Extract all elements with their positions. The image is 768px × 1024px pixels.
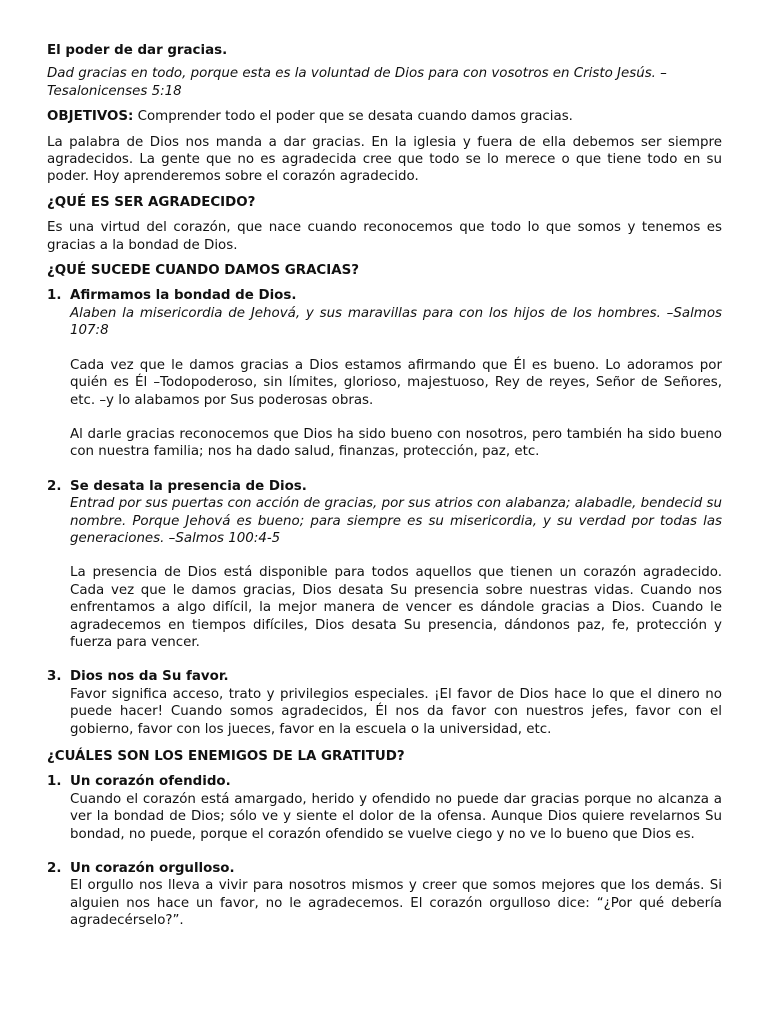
section-heading-sucede: ¿QUÉ SUCEDE CUANDO DAMOS GRACIAS? bbox=[47, 263, 360, 279]
key-verse: Dad gracias en todo, porque esta es la voluntad de Dios para con vosotros en Cristo Jesús. –Tesalonicenses 5:18 bbox=[47, 66, 667, 99]
list-item-title: Un corazón ofendido. bbox=[70, 774, 231, 790]
list-number: 2. bbox=[47, 861, 62, 877]
list-item-title: Un corazón orgulloso. bbox=[70, 861, 235, 877]
list-number: 1. bbox=[47, 774, 62, 790]
list-number: 3. bbox=[47, 669, 62, 685]
list-item-verse: Alaben la misericordia de Jehová, y sus maravillas para con los hijos de los hombres. –Salmos 107:8 bbox=[70, 305, 722, 339]
list-item-title: Dios nos da Su favor. bbox=[70, 669, 229, 685]
document-title: El poder de dar gracias. bbox=[47, 43, 228, 58]
objectives bbox=[47, 108, 722, 125]
list-number: 2. bbox=[47, 478, 62, 494]
list-item-paragraph: Favor significa acceso, trato y privilegios especiales. ¡El favor de Dios hace lo que el dinero no puede hacer! Cuando somos agradecidos, Él nos da favor con nuestros jefes, favor con el gobierno, favor con los jueces, favor en la escuela o la universidad, etc. bbox=[70, 686, 722, 737]
list-item-title: Afirmamos la bondad de Dios. bbox=[70, 288, 297, 304]
list-item bbox=[47, 860, 722, 930]
list-item-title: Se desata la presencia de Dios. bbox=[70, 478, 307, 494]
objectives-text: Comprender todo el poder que se desata cuando damos gracias. bbox=[133, 109, 573, 125]
list-item bbox=[47, 773, 722, 843]
section-text-agradecido: Es una virtud del corazón, que nace cuando reconocemos que todo lo que somos y tenemos es gracias a la bondad de Dios. bbox=[47, 220, 722, 253]
list-item bbox=[47, 478, 722, 652]
list-item bbox=[47, 668, 722, 738]
document-page bbox=[47, 42, 722, 940]
list-item-paragraph: Cada vez que le damos gracias a Dios estamos afirmando que Él es bueno. Lo adoramos por quién es Él –Todopoderoso, sin límites, glorioso, majestuoso, Rey de reyes, Señor de Señores, etc. –y lo alabamos por Sus poderosas obras. bbox=[70, 357, 722, 408]
list-item bbox=[47, 287, 722, 460]
list-item-paragraph: Al darle gracias reconocemos que Dios ha sido bueno con nosotros, pero también ha sido bueno con nuestra familia; nos ha dado salud, finanzas, protección, paz, etc. bbox=[70, 426, 722, 460]
section-heading-agradecido: ¿QUÉ ES SER AGRADECIDO? bbox=[47, 194, 256, 210]
list-item-paragraph: El orgullo nos lleva a vivir para nosotros mismos y creer que somos mejores que los demás. Si alguien nos hace un favor, no le agradecemos. El corazón orgulloso dice: “¿Por qué debería agradecérselo?”. bbox=[70, 878, 722, 929]
list-item-paragraph: Cuando el corazón está amargado, herido y ofendido no puede dar gracias porque no alcanza a ver la bondad de Dios; sólo ve y siente el dolor de la ofensa. Aunque Dios quiere revelarnos Su bondad, no puede, porque el corazón ofendido se vuelve ciego y no ve lo bueno que Dios es. bbox=[70, 791, 722, 842]
list-item-paragraph: La presencia de Dios está disponible para todos aquellos que tienen un corazón agradecido. Cada vez que le damos gracias, Dios desata Su presencia sobre nuestras vidas. Cuando nos enfrentamos a algo difícil, la mejor manera de vencer es dándole gracias a Dios. Cuando le agradecemos en tiempos difíciles, Dios desata Su presencia, dándonos paz, fe, protección y fuerza para vencer. bbox=[70, 565, 722, 650]
intro-paragraph: La palabra de Dios nos manda a dar gracias. En la iglesia y fuera de ella debemos ser siempre agradecidos. La gente que no es agradecida cree que todo se lo merece o que tiene todo en su poder. Hoy aprenderemos sobre el corazón agradecido. bbox=[47, 134, 722, 185]
objectives-label: OBJETIVOS: bbox=[47, 109, 134, 125]
list-number: 1. bbox=[47, 288, 62, 304]
list-item-verse: Entrad por sus puertas con acción de gracias, por sus atrios con alabanza; alabadle, bendecid su nombre. Porque Jehová es bueno; para siempre es su misericordia, y su verdad por todas las generaciones. –Salmos 100:4-5 bbox=[70, 496, 722, 546]
section-heading-enemigos: ¿CUÁLES SON LOS ENEMIGOS DE LA GRATITUD? bbox=[47, 749, 405, 764]
